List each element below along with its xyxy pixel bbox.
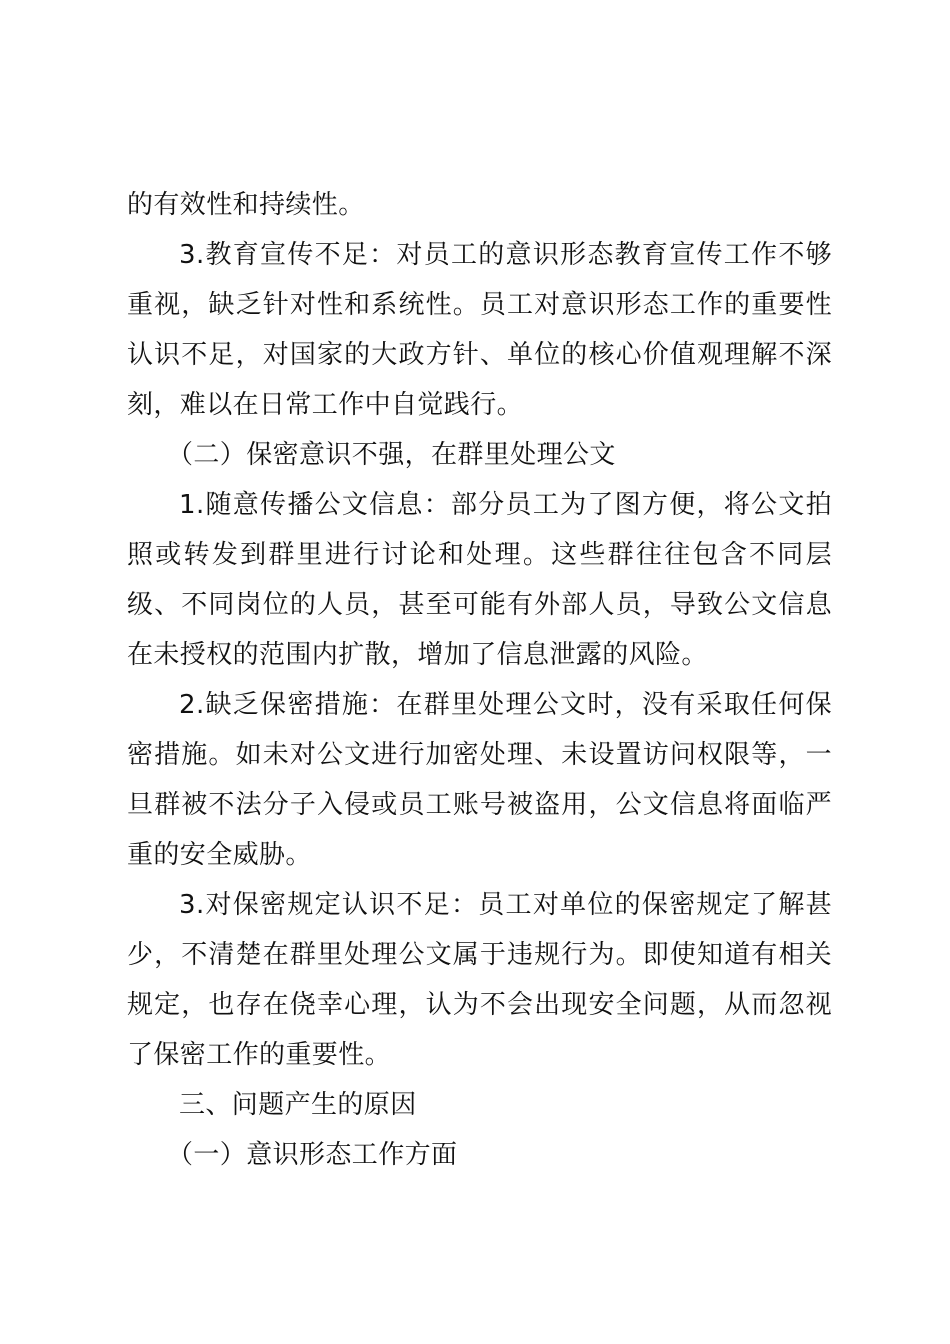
paragraph-item-regulations: 3.对保密规定认识不足：员工对单位的保密规定了解甚少，不清楚在群里处理公文属于违规行为。即使知道有相关规定，也存在侥幸心理，认为不会出现安全问题，从而忽视了保密工作的重要性。 xyxy=(127,890,832,1070)
document-body xyxy=(127,180,832,1180)
section-heading-causes: 三、问题产生的原因 xyxy=(179,1090,417,1120)
paragraph-item-measures: 2.缺乏保密措施：在群里处理公文时，没有采取任何保密措施。如未对公文进行加密处理、未设置访问权限等，一旦群被不法分子入侵或员工账号被盗用，公文信息将面临严重的安全威胁。 xyxy=(127,690,832,870)
paragraph-continuation: 的有效性和持续性。 xyxy=(127,190,365,220)
paragraph-item-education: 3.教育宣传不足：对员工的意识形态教育宣传工作不够重视，缺乏针对性和系统性。员工对意识形态工作的重要性认识不足，对国家的大政方针、单位的核心价值观理解不深刻，难以在日常工作中自觉践行。 xyxy=(127,240,832,420)
paragraph-item-spread: 1.随意传播公文信息：部分员工为了图方便，将公文拍照或转发到群里进行讨论和处理。这些群往往包含不同层级、不同岗位的人员，甚至可能有外部人员，导致公文信息在未授权的范围内扩散，增加了信息泄露的风险。 xyxy=(127,490,832,670)
subheading-ideology: （一）意识形态工作方面 xyxy=(167,1140,458,1170)
subheading-confidentiality: （二）保密意识不强，在群里处理公文 xyxy=(167,440,616,470)
